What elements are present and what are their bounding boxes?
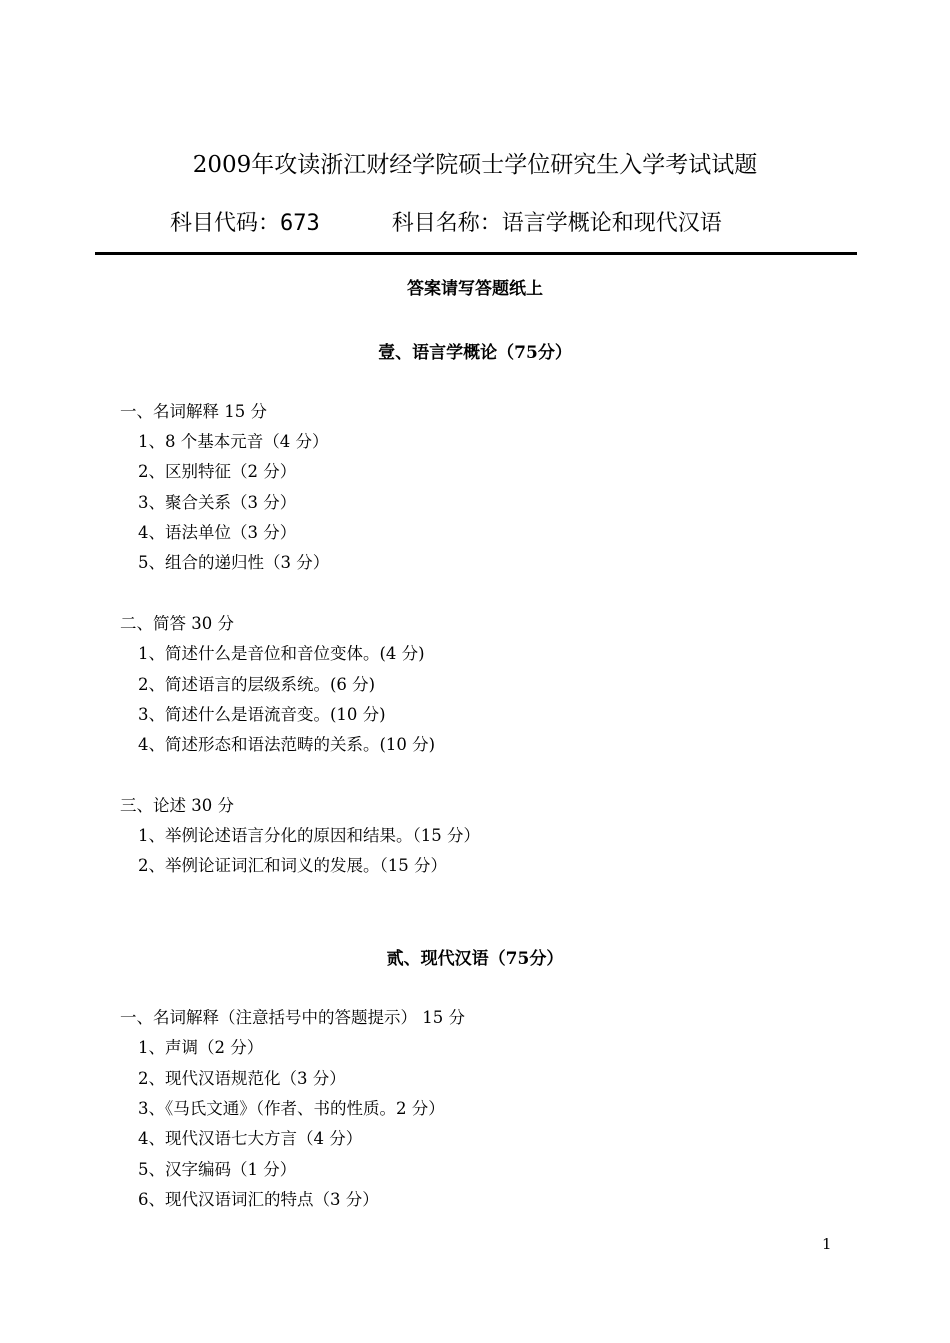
list-item: 2、现代汉语规范化（3 分）: [138, 1069, 346, 1088]
list-item: 2、简述语言的层级系统。(6 分): [138, 675, 376, 694]
subject-line: [170, 206, 722, 237]
list-item: 5、汉字编码（1 分）: [138, 1160, 297, 1179]
part2-section1-title: 一、名词解释（注意括号中的答题提示） 15 分: [120, 1008, 465, 1027]
list-item: 1、举例论述语言分化的原因和结果。（15 分）: [138, 826, 480, 845]
page-title: 2009年攻读浙江财经学院硕士学位研究生入学考试试题: [192, 152, 758, 178]
list-item: 3、《马氏文通》（作者、书的性质。2 分）: [138, 1099, 445, 1118]
list-item: 4、语法单位（3 分）: [138, 523, 297, 542]
part1-section3-title: 三、论述 30 分: [120, 796, 234, 815]
header-rule: [95, 252, 857, 255]
page-number: 1: [822, 1235, 832, 1253]
part2-heading: 贰、现代汉语（75分）: [386, 949, 564, 969]
list-item: 5、组合的递归性（3 分）: [138, 553, 330, 572]
subject-name: 语言学概论和现代汉语: [501, 211, 722, 236]
list-item: 4、简述形态和语法范畴的关系。(10 分): [138, 735, 436, 754]
list-item: 1、8 个基本元音（4 分）: [138, 432, 329, 451]
list-item: 3、简述什么是语流音变。(10 分): [138, 705, 386, 724]
part1-section1-title: 一、名词解释 15 分: [120, 402, 267, 421]
part1-section2-title: 二、简答 30 分: [120, 614, 234, 633]
list-item: 3、聚合关系（3 分）: [138, 493, 297, 512]
subject-name-label: 科目名称：: [391, 211, 502, 236]
subject-code: 673: [280, 211, 320, 236]
list-item: 4、现代汉语七大方言（4 分）: [138, 1129, 363, 1148]
list-item: 6、现代汉语词汇的特点（3 分）: [138, 1190, 379, 1209]
list-item: 1、简述什么是音位和音位变体。(4 分): [138, 644, 425, 663]
instruction: 答案请写答题纸上: [407, 279, 543, 299]
subject-code-label: 科目代码：: [170, 211, 281, 236]
list-item: 2、举例论证词汇和词义的发展。（15 分）: [138, 856, 447, 875]
part1-heading: 壹、语言学概论（75分）: [378, 343, 572, 363]
list-item: 1、声调（2 分）: [138, 1038, 264, 1057]
list-item: 2、区别特征（2 分）: [138, 462, 297, 481]
